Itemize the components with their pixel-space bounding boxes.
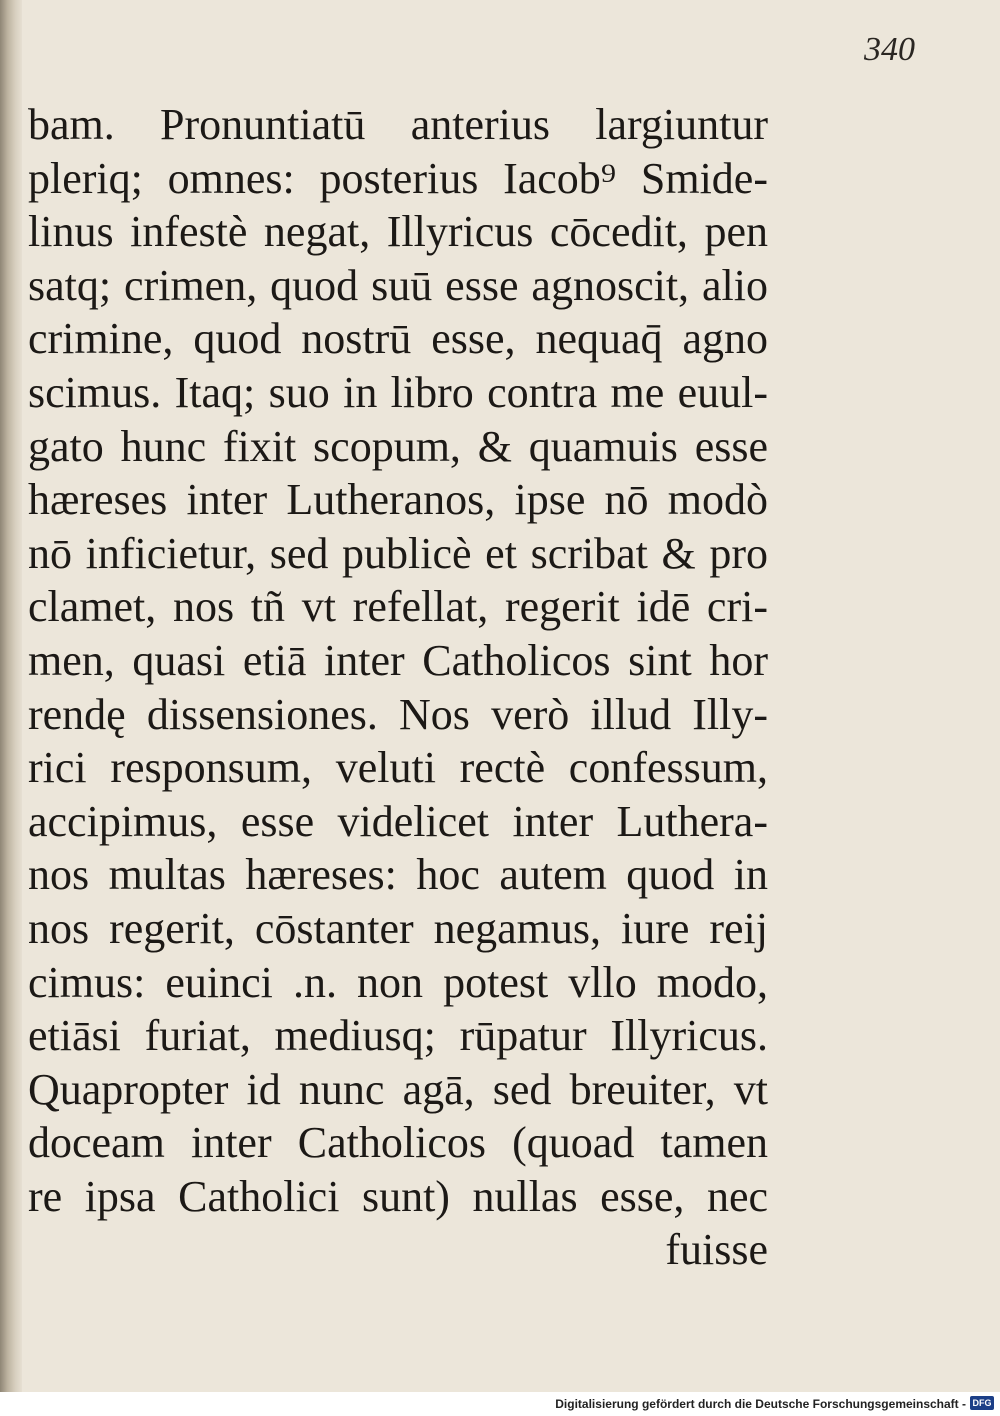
text-line: accipimus, esse videlicet inter Luthera- xyxy=(28,796,768,846)
text-line: Quapropter id nunc agā, sed breuiter, vt xyxy=(28,1064,768,1114)
text-line: bam. Pronuntiatū anterius largiuntur xyxy=(28,100,768,149)
text-line: nos regerit, cōstanter negamus, iure reij xyxy=(28,903,768,953)
text-line: clamet, nos tñ vt refellat, regerit idē cri- xyxy=(28,582,768,632)
text-line: doceam inter Catholicos (quoad tamen xyxy=(28,1118,768,1168)
text-line: hæreses inter Lutheranos, ipse nō modò xyxy=(28,475,768,525)
catchword: fuisse xyxy=(665,1225,768,1275)
text-line: gato hunc fixit scopum, & quamuis esse xyxy=(28,421,768,471)
text-line: nō inficietur, sed publicè et scribat & pro xyxy=(28,528,768,578)
page-edge-shadow xyxy=(0,0,22,1392)
text-line: satq; crimen, quod suū esse agnoscit, alio xyxy=(28,260,768,310)
text-line: crimine, quod nostrū esse, nequaq̄ agno xyxy=(28,314,768,364)
body-text xyxy=(28,98,768,1277)
text-line: re ipsa Catholici sunt) nullas esse, nec xyxy=(28,1171,768,1221)
text-line: nos multas hæreses: hoc autem quod in xyxy=(28,850,768,900)
text-line: men, quasi etiā inter Catholicos sint hor xyxy=(28,635,768,685)
text-line: etiāsi furiat, mediusq; rūpatur Illyricus. xyxy=(28,1011,768,1061)
text-line: scimus. Itaq; suo in libro contra me euul- xyxy=(28,367,768,417)
text-line: rendę dissensiones. Nos verò illud Illy- xyxy=(28,689,768,739)
page-number: 340 xyxy=(864,31,915,68)
footer-bar xyxy=(0,1392,1000,1416)
text-line: cimus: euinci .n. non potest vllo modo, xyxy=(28,957,768,1007)
text-line: linus infestè negat, Illyricus cōcedit, pen xyxy=(28,207,768,257)
text-line: rici responsum, veluti rectè confessum, xyxy=(28,743,768,793)
funding-credit: Digitalisierung gefördert durch die Deutsche Forschungsgemeinschaft - xyxy=(555,1397,966,1411)
dfg-logo: DFG xyxy=(970,1396,994,1410)
text-line: pleriq; omnes: posterius Iacob⁹ Smide- xyxy=(28,153,768,203)
